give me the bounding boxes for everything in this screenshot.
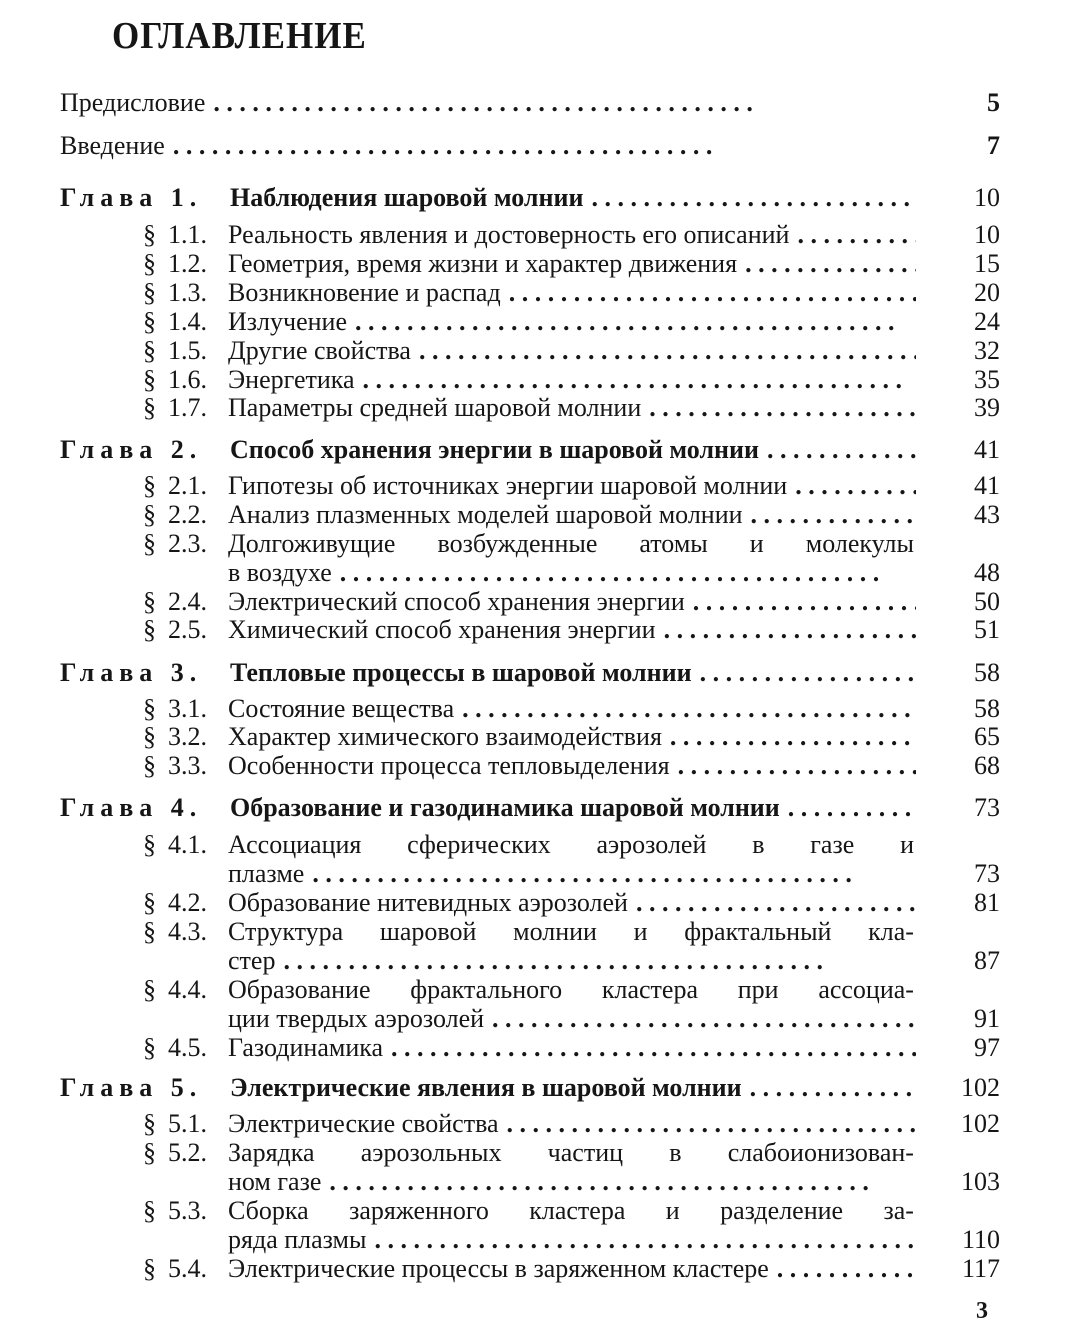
section-number: 3.2.	[168, 722, 207, 751]
leader-dots	[670, 722, 916, 752]
section-title-word: ассоциа-	[818, 975, 914, 1004]
section-title	[228, 1225, 916, 1255]
chapter-page: 73	[974, 793, 1000, 822]
section-page: 117	[961, 1254, 1000, 1283]
leader-dots	[678, 751, 916, 781]
section-title-word: молекулы	[805, 529, 914, 558]
section-title-text: Геометрия, время жизни и характер движения	[228, 249, 738, 278]
leader-dots	[213, 88, 916, 118]
section-title-text: Электрические свойства	[228, 1109, 499, 1138]
section-page: 50	[974, 587, 1000, 616]
section-page: 68	[974, 751, 1000, 780]
leader-dots	[636, 888, 916, 918]
section-page: 51	[974, 615, 1000, 644]
section-page: 110	[961, 1225, 1000, 1254]
section-number: 4.2.	[168, 888, 207, 917]
section-sign: §	[143, 1138, 156, 1167]
page-number-footer: 3	[976, 1298, 988, 1324]
leader-dots	[173, 131, 916, 161]
leader-dots	[374, 1225, 916, 1255]
section-title-word: и	[900, 830, 914, 859]
section-sign: §	[143, 220, 156, 249]
section-page: 58	[974, 694, 1000, 723]
section-title-text: Электрический способ хранения энергии	[228, 587, 685, 616]
chapter-title	[230, 183, 916, 213]
leader-dots	[745, 249, 916, 279]
leader-dots	[355, 307, 916, 337]
section-title	[228, 1167, 916, 1197]
chapter-label: Глава 3.	[60, 658, 203, 687]
section-sign: §	[143, 587, 156, 616]
leader-dots	[700, 658, 916, 688]
section-title	[228, 307, 916, 337]
section-sign: §	[143, 830, 156, 859]
front-entry-page: 7	[987, 131, 1000, 160]
section-page: 20	[974, 278, 1000, 307]
section-page: 24	[974, 307, 1000, 336]
section-title-line	[228, 1138, 914, 1168]
chapter-title-text: Электрические явления в шаровой молнии	[230, 1073, 742, 1102]
section-number: 1.6.	[168, 365, 207, 394]
section-title-word: шаровой	[379, 917, 477, 946]
section-number: 2.4.	[168, 587, 207, 616]
section-sign: §	[143, 500, 156, 529]
section-title-text: Параметры средней шаровой молнии	[228, 393, 642, 422]
section-sign: §	[143, 917, 156, 946]
chapter-title-text: Образование и газодинамика шаровой молнии	[230, 793, 780, 822]
section-page: 91	[974, 1004, 1000, 1033]
section-title-word: Образование	[228, 975, 371, 1004]
section-sign: §	[143, 393, 156, 422]
section-title	[228, 722, 916, 752]
section-sign: §	[143, 751, 156, 780]
leader-dots	[788, 793, 916, 823]
section-title-text: Газодинамика	[228, 1033, 384, 1062]
section-sign: §	[143, 336, 156, 365]
section-title-word: аэрозольных	[360, 1138, 502, 1167]
section-sign: §	[143, 888, 156, 917]
chapter-page: 41	[974, 435, 1000, 464]
section-page: 10	[974, 220, 1000, 249]
section-title-word: и	[633, 917, 648, 946]
section-number: 1.7.	[168, 393, 207, 422]
section-title	[228, 615, 916, 645]
section-sign: §	[143, 975, 156, 1004]
section-title-word: фрактального	[410, 975, 563, 1004]
leader-dots	[363, 365, 916, 395]
leader-dots	[750, 1073, 916, 1103]
section-title-text: стер	[228, 946, 276, 975]
section-title-line	[228, 975, 914, 1005]
section-number: 1.1.	[168, 220, 207, 249]
front-entry-text: Введение	[60, 131, 165, 160]
section-sign: §	[143, 278, 156, 307]
page-title: ОГЛАВЛЕНИЕ	[112, 14, 367, 57]
section-number: 2.5.	[168, 615, 207, 644]
section-title	[228, 587, 916, 617]
section-sign: §	[143, 1254, 156, 1283]
front-entry	[60, 88, 916, 118]
section-title-text: в воздухе	[228, 558, 332, 587]
section-page: 87	[974, 946, 1000, 975]
chapter-title	[230, 435, 916, 465]
section-title-word: Зарядка	[228, 1138, 315, 1167]
chapter-label: Глава 4.	[60, 793, 203, 822]
section-title	[228, 558, 916, 588]
section-title-word: фрактальный	[684, 917, 832, 946]
chapter-label: Глава 1.	[60, 183, 203, 212]
section-title	[228, 365, 916, 395]
section-title-line	[228, 529, 914, 559]
section-title-word: газе	[810, 830, 855, 859]
leader-dots	[797, 220, 916, 250]
section-title-text: Состояние вещества	[228, 694, 455, 723]
chapter-title-text: Способ хранения энергии в шаровой молнии	[230, 435, 759, 464]
section-number: 5.1.	[168, 1109, 207, 1138]
chapter-title	[230, 793, 916, 823]
section-title-text: ции твердых аэрозолей	[228, 1004, 485, 1033]
section-title-text: Анализ плазменных моделей шаровой молнии	[228, 500, 743, 529]
section-title-text: Энергетика	[228, 365, 355, 394]
section-title-word: Сборка	[228, 1196, 309, 1225]
section-number: 1.4.	[168, 307, 207, 336]
section-title-text: плазме	[228, 859, 305, 888]
leader-dots	[283, 946, 916, 976]
leader-dots	[767, 435, 916, 465]
section-number: 1.5.	[168, 336, 207, 365]
leader-dots	[507, 1109, 916, 1139]
section-title-text: Гипотезы об источниках энергии шаровой молнии	[228, 471, 788, 500]
chapter-title	[230, 658, 916, 688]
section-sign: §	[143, 722, 156, 751]
section-title	[228, 471, 916, 501]
section-title-text: ном газе	[228, 1167, 322, 1196]
section-page: 65	[974, 722, 1000, 751]
section-page: 103	[961, 1167, 1000, 1196]
section-page: 39	[974, 393, 1000, 422]
section-sign: §	[143, 249, 156, 278]
section-page: 97	[974, 1033, 1000, 1062]
section-sign: §	[143, 307, 156, 336]
chapter-title	[230, 1073, 916, 1103]
section-title	[228, 888, 916, 918]
chapter-title-text: Тепловые процессы в шаровой молнии	[230, 658, 692, 687]
section-page: 41	[974, 471, 1000, 500]
section-sign: §	[143, 1196, 156, 1225]
leader-dots	[391, 1033, 916, 1063]
chapter-label: Глава 2.	[60, 435, 203, 464]
section-title-text: Особенности процесса тепловыделения	[228, 751, 670, 780]
section-title	[228, 946, 916, 976]
leader-dots	[462, 694, 916, 724]
section-number: 1.3.	[168, 278, 207, 307]
section-sign: §	[143, 365, 156, 394]
section-title-word: в	[752, 830, 765, 859]
section-page: 102	[961, 1109, 1000, 1138]
section-title	[228, 859, 916, 889]
section-title-line	[228, 1196, 914, 1226]
section-number: 1.2.	[168, 249, 207, 278]
leader-dots	[795, 471, 916, 501]
section-number: 5.4.	[168, 1254, 207, 1283]
section-title	[228, 1033, 916, 1063]
section-title	[228, 278, 916, 308]
front-entry	[60, 131, 916, 161]
leader-dots	[340, 558, 916, 588]
section-title	[228, 1004, 916, 1034]
section-title-word: Структура	[228, 917, 344, 946]
section-title-text: ряда плазмы	[228, 1225, 367, 1254]
section-sign: §	[143, 615, 156, 644]
section-title	[228, 1109, 916, 1139]
section-page: 43	[974, 500, 1000, 529]
leader-dots	[312, 859, 916, 889]
section-title-text: Химический способ хранения энергии	[228, 615, 656, 644]
section-title	[228, 500, 916, 530]
section-number: 3.1.	[168, 694, 207, 723]
chapter-page: 102	[961, 1073, 1000, 1102]
section-page: 73	[974, 859, 1000, 888]
section-title-word: и	[665, 1196, 680, 1225]
section-number: 3.3.	[168, 751, 207, 780]
section-title-word: частиц	[547, 1138, 624, 1167]
leader-dots	[751, 500, 916, 530]
section-title-word: Ассоциация	[228, 830, 362, 859]
section-title-word: разделение	[720, 1196, 844, 1225]
leader-dots	[492, 1004, 916, 1034]
section-title-word: Долгоживущие	[228, 529, 396, 558]
leader-dots	[777, 1254, 916, 1284]
section-title-word: аэрозолей	[596, 830, 707, 859]
section-title-word: при	[737, 975, 779, 1004]
section-title	[228, 694, 916, 724]
section-title-word: и	[749, 529, 764, 558]
section-page: 32	[974, 336, 1000, 365]
section-title-line	[228, 917, 914, 947]
chapter-page: 58	[974, 658, 1000, 687]
section-number: 5.3.	[168, 1196, 207, 1225]
section-title-word: слабоионизован-	[727, 1138, 914, 1167]
section-title-word: заряженного	[349, 1196, 489, 1225]
section-title-text: Реальность явления и достоверность его описаний	[228, 220, 790, 249]
section-number: 2.3.	[168, 529, 207, 558]
section-title-word: за-	[883, 1196, 914, 1225]
section-title-text: Образование нитевидных аэрозолей	[228, 888, 628, 917]
section-title-text: Электрические процессы в заряженном кластере	[228, 1254, 769, 1283]
section-number: 2.2.	[168, 500, 207, 529]
section-number: 4.5.	[168, 1033, 207, 1062]
section-sign: §	[143, 529, 156, 558]
section-title	[228, 393, 916, 423]
section-title-text: Возникновение и распад	[228, 278, 501, 307]
section-sign: §	[143, 471, 156, 500]
section-title-line	[228, 830, 914, 860]
section-sign: §	[143, 1109, 156, 1138]
leader-dots	[649, 393, 916, 423]
leader-dots	[664, 615, 916, 645]
section-title-word: атомы	[639, 529, 708, 558]
section-page: 81	[974, 888, 1000, 917]
section-title	[228, 249, 916, 279]
section-number: 5.2.	[168, 1138, 207, 1167]
leader-dots	[693, 587, 916, 617]
section-title-word: в	[669, 1138, 682, 1167]
section-number: 4.3.	[168, 917, 207, 946]
section-title-word: кластера	[529, 1196, 626, 1225]
section-page: 15	[974, 249, 1000, 278]
front-entry-page: 5	[987, 88, 1000, 117]
section-number: 4.1.	[168, 830, 207, 859]
section-title-word: кластера	[601, 975, 699, 1004]
leader-dots	[419, 336, 916, 366]
section-title	[228, 1254, 916, 1284]
section-title-text: Излучение	[228, 307, 348, 336]
section-title-word: сферических	[407, 830, 551, 859]
section-title	[228, 751, 916, 781]
leader-dots	[591, 183, 916, 213]
section-title-word: возбужденные	[437, 529, 598, 558]
leader-dots	[509, 278, 916, 308]
section-title	[228, 336, 916, 366]
section-number: 2.1.	[168, 471, 207, 500]
chapter-page: 10	[974, 183, 1000, 212]
section-title	[228, 220, 916, 250]
section-title-text: Характер химического взаимодействия	[228, 722, 662, 751]
front-entry-text: Предисловие	[60, 88, 206, 117]
section-page: 35	[974, 365, 1000, 394]
section-page: 48	[974, 558, 1000, 587]
section-title-word: кла-	[868, 917, 914, 946]
section-title-text: Другие свойства	[228, 336, 411, 365]
section-number: 4.4.	[168, 975, 207, 1004]
section-sign: §	[143, 694, 156, 723]
chapter-label: Глава 5.	[60, 1073, 203, 1102]
leader-dots	[329, 1167, 916, 1197]
chapter-title-text: Наблюдения шаровой молнии	[230, 183, 584, 212]
section-sign: §	[143, 1033, 156, 1062]
section-title-word: молнии	[513, 917, 597, 946]
